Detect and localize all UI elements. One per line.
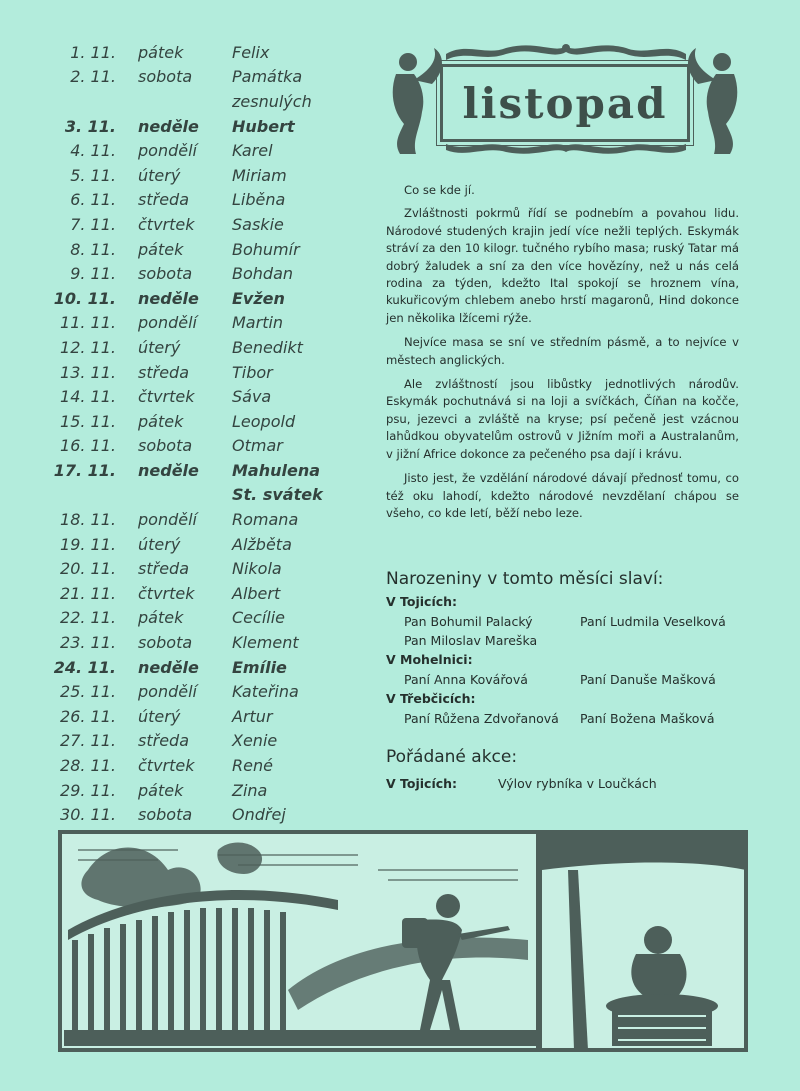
calendar-row <box>40 286 380 311</box>
calendar-nameday: Otmar <box>232 436 283 456</box>
calendar-nameday: Martin <box>232 313 284 333</box>
event-row <box>386 774 766 794</box>
calendar-nameday: Bohumír <box>232 239 300 259</box>
calendar-row <box>40 311 380 336</box>
calendar-row <box>40 802 380 827</box>
calendar-date: 20. 11. <box>60 559 116 579</box>
calendar-date: 13. 11. <box>60 362 116 382</box>
calendar-nameday: Miriam <box>232 165 287 185</box>
page-title: listopad <box>462 78 668 128</box>
article-paragraph-4: Jisto jest, že vzdělání národové dávají přednosť tomu, co též oku lahodí, kdežto národové nevzdělaní chápou se všeho, co kde letí, běží nebo leze. <box>386 471 739 520</box>
calendar-date: 18. 11. <box>60 510 116 530</box>
calendar-nameday: Leopold <box>232 411 296 431</box>
calendar-date: 28. 11. <box>60 756 116 776</box>
article-paragraph-1: Zvláštnosti pokrmů řídí se podnebím a povahou lidu. Národové studených krajin jedí více nežli teplých. Eskymák stráví za den 10 kilogr. tučného rybího masa; ruský Tatar má dobrý žaludek a sní za den více hovězíny, než u nás celá rodina za týden, kdežto Ital spokojí se hroznem vína, kukuřicovým chlebem anebo hrstí magaronů, Hind dokonce jen několika lžícemi rýže. <box>386 206 739 325</box>
calendar-weekday: sobota <box>138 264 193 284</box>
calendar-weekday: čtvrtek <box>138 583 195 603</box>
calendar-date: 5. 11. <box>70 165 116 185</box>
calendar-nameday: Saskie <box>232 214 284 234</box>
calendar-weekday: sobota <box>138 633 193 653</box>
birthday-person: Pan Bohumil Palacký <box>404 614 533 629</box>
calendar-row <box>40 483 380 508</box>
calendar-date: 6. 11. <box>70 190 116 210</box>
calendar-nameday: René <box>232 756 273 776</box>
calendar-row <box>40 188 380 213</box>
birthdays-list <box>386 592 766 728</box>
article-paragraph-2: Nejvíce masa se sní ve středním pásmě, a to nejvíce v městech anglických. <box>386 335 739 367</box>
calendar-nameday: zesnulých <box>232 91 312 111</box>
calendar-row <box>40 40 380 65</box>
calendar-row <box>40 704 380 729</box>
calendar-weekday: středa <box>138 731 189 751</box>
calendar-weekday: pondělí <box>138 313 197 333</box>
calendar-row <box>40 360 380 385</box>
calendar-date: 15. 11. <box>60 411 116 431</box>
calendar-date: 2. 11. <box>70 67 116 87</box>
calendar-weekday: úterý <box>138 706 181 726</box>
calendar-nameday: Tibor <box>232 362 273 382</box>
calendar-row <box>40 630 380 655</box>
calendar-weekday: sobota <box>138 436 193 456</box>
birthday-row <box>386 612 766 631</box>
calendar-row <box>40 89 380 114</box>
calendar-date: 27. 11. <box>60 731 116 751</box>
calendar-weekday: neděle <box>138 657 199 677</box>
calendar-weekday: středa <box>138 559 189 579</box>
calendar-nameday: Karel <box>232 141 273 161</box>
calendar-date: 8. 11. <box>70 239 116 259</box>
calendar-weekday: středa <box>138 190 189 210</box>
calendar-row <box>40 163 380 188</box>
calendar-date: 7. 11. <box>70 214 116 234</box>
calendar-nameday: Sáva <box>232 387 272 407</box>
calendar-list <box>40 40 380 827</box>
calendar-date: 21. 11. <box>60 583 116 603</box>
birthday-row <box>386 670 766 689</box>
calendar-row <box>40 335 380 360</box>
calendar-date: 12. 11. <box>60 337 116 357</box>
birthdays-place-trebcice: V Třebčicích: <box>386 691 476 706</box>
calendar-nameday: Albert <box>232 583 281 603</box>
title-banner <box>386 40 746 160</box>
calendar-nameday: Cecílie <box>232 608 285 628</box>
calendar-nameday: Xenie <box>232 731 278 751</box>
calendar-nameday: Památka <box>232 67 303 87</box>
birthday-person: Paní Anna Kovářová <box>404 672 528 687</box>
calendar-nameday: Emílie <box>232 657 287 677</box>
calendar-weekday: pátek <box>138 780 184 800</box>
event-text: Výlov rybníka v Loučkách <box>498 776 657 791</box>
calendar-nameday: Evžen <box>232 288 285 308</box>
calendar-row <box>40 778 380 803</box>
calendar-nameday: Artur <box>232 706 273 726</box>
woodcut-illustration <box>58 830 748 1052</box>
calendar-row <box>40 138 380 163</box>
calendar-weekday: čtvrtek <box>138 387 195 407</box>
calendar-row <box>40 458 380 483</box>
birthday-row <box>386 709 766 728</box>
calendar-date: 14. 11. <box>60 387 116 407</box>
calendar-row <box>40 261 380 286</box>
calendar-date: 23. 11. <box>60 633 116 653</box>
calendar-weekday: pondělí <box>138 682 197 702</box>
calendar-date: 24. 11. <box>53 657 116 677</box>
calendar-weekday: pondělí <box>138 141 197 161</box>
events-title: Pořádané akce: <box>386 747 518 767</box>
calendar-nameday: Zina <box>232 780 268 800</box>
calendar-date: 10. 11. <box>53 288 116 308</box>
calendar-weekday: sobota <box>138 805 193 825</box>
calendar-weekday: středa <box>138 362 189 382</box>
calendar-date: 25. 11. <box>60 682 116 702</box>
calendar-row <box>40 606 380 631</box>
birthdays-place-tojice: V Tojicích: <box>386 594 458 609</box>
birthdays-title: Narozeniny v tomto měsíci slaví: <box>386 569 664 589</box>
calendar-weekday: čtvrtek <box>138 214 195 234</box>
calendar-row <box>40 434 380 459</box>
birthday-person: Paní Božena Mašková <box>580 711 715 726</box>
calendar-weekday: neděle <box>138 116 199 136</box>
calendar-date: 3. 11. <box>64 116 116 136</box>
calendar-date: 16. 11. <box>60 436 116 456</box>
calendar-nameday: Klement <box>232 633 299 653</box>
calendar-weekday: pátek <box>138 42 184 62</box>
calendar-row <box>40 581 380 606</box>
birthday-person: Paní Růžena Zdvořanová <box>404 711 559 726</box>
calendar-nameday: Bohdan <box>232 264 294 284</box>
calendar-row <box>40 212 380 237</box>
calendar-nameday: Mahulena <box>232 460 321 480</box>
calendar-weekday: čtvrtek <box>138 756 195 776</box>
birthday-person: Paní Ludmila Veselková <box>580 614 726 629</box>
article-paragraph-3: Ale zvláštností jsou libůstky jednotlivých národův. Eskymák pochutnává si na loji a svíčkách, Číňan na kočče, psu, jezevci a zvláště na kryse; psí pečeně jest vzácnou lahůdkou obyvatelům ostrovů v Jižním moři a Australanům, v jižní Africe dokonce za pečeného psa dají i krávu. <box>386 377 739 461</box>
calendar-row <box>40 409 380 434</box>
events-list <box>386 774 766 794</box>
calendar-nameday: St. svátek <box>232 485 323 505</box>
calendar-nameday: Liběna <box>232 190 286 210</box>
calendar-row <box>40 384 380 409</box>
calendar-date: 1. 11. <box>70 42 116 62</box>
calendar-row <box>40 655 380 680</box>
title-box <box>440 64 690 142</box>
article-heading: Co se kde jí. <box>404 183 475 197</box>
calendar-date: 11. 11. <box>60 313 116 333</box>
calendar-date: 19. 11. <box>60 534 116 554</box>
calendar-nameday: Kateřina <box>232 682 299 702</box>
calendar-nameday: Ondřej <box>232 805 286 825</box>
calendar-date: 17. 11. <box>53 460 116 480</box>
calendar-weekday: úterý <box>138 165 181 185</box>
calendar-row <box>40 114 380 139</box>
calendar-row <box>40 532 380 557</box>
calendar-weekday: úterý <box>138 534 181 554</box>
calendar-date: 22. 11. <box>60 608 116 628</box>
calendar-row <box>40 753 380 778</box>
calendar-row <box>40 65 380 90</box>
calendar-row <box>40 237 380 262</box>
calendar-row <box>40 729 380 754</box>
calendar-nameday: Benedikt <box>232 337 303 357</box>
calendar-row <box>40 507 380 532</box>
event-place: V Tojicích: <box>386 776 458 791</box>
article <box>386 182 739 529</box>
calendar-row <box>40 556 380 581</box>
birthday-person: Pan Miloslav Mareška <box>404 633 538 648</box>
calendar-nameday: Alžběta <box>232 534 292 554</box>
calendar-weekday: pondělí <box>138 510 197 530</box>
calendar-nameday: Hubert <box>232 116 295 136</box>
calendar-weekday: pátek <box>138 608 184 628</box>
calendar-nameday: Felix <box>232 42 270 62</box>
birthday-row <box>386 631 766 650</box>
calendar-weekday: neděle <box>138 288 199 308</box>
calendar-date: 9. 11. <box>70 264 116 284</box>
calendar-nameday: Nikola <box>232 559 282 579</box>
calendar-weekday: neděle <box>138 460 199 480</box>
calendar-date: 30. 11. <box>60 805 116 825</box>
calendar-row <box>40 679 380 704</box>
calendar-date: 29. 11. <box>60 780 116 800</box>
birthday-person: Paní Danuše Mašková <box>580 672 716 687</box>
calendar-date: 26. 11. <box>60 706 116 726</box>
calendar-weekday: úterý <box>138 337 181 357</box>
calendar-date: 4. 11. <box>70 141 116 161</box>
birthdays-place-mohelnice: V Mohelnici: <box>386 652 473 667</box>
calendar-weekday: pátek <box>138 239 184 259</box>
calendar-weekday: pátek <box>138 411 184 431</box>
calendar-weekday: sobota <box>138 67 193 87</box>
calendar-nameday: Romana <box>232 510 299 530</box>
